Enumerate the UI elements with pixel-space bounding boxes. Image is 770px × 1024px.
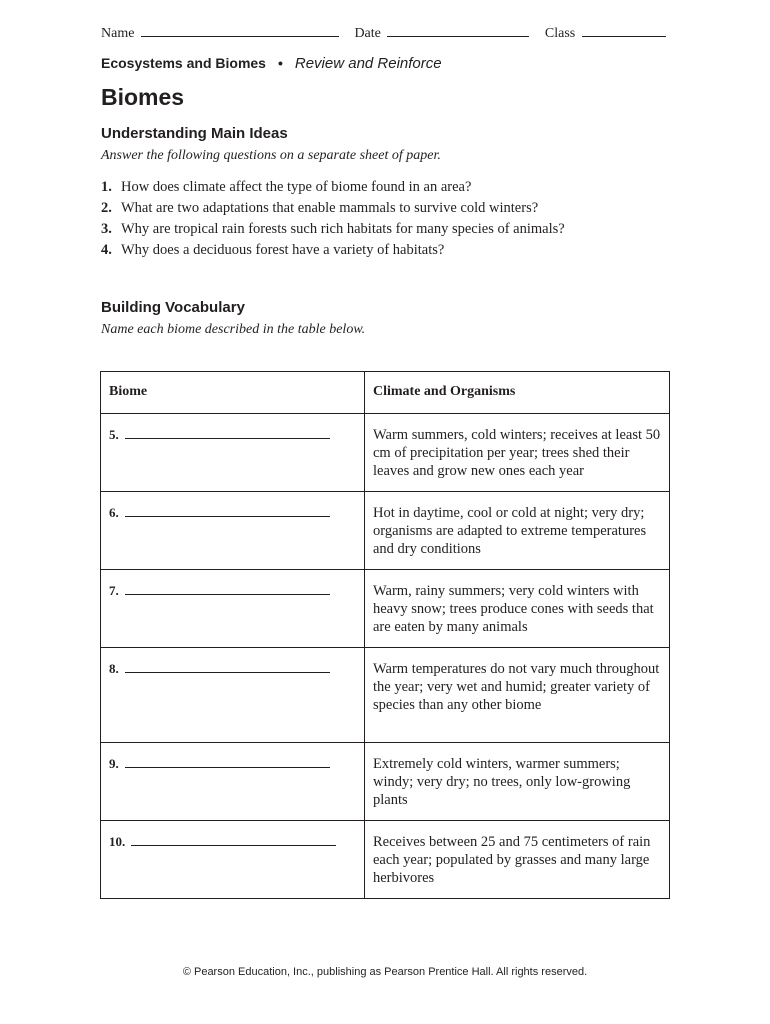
table-row xyxy=(101,743,670,821)
table-row xyxy=(101,570,670,648)
row-number: 10. xyxy=(109,834,126,849)
date-field[interactable] xyxy=(387,24,529,37)
row-number: 5. xyxy=(109,427,119,442)
climate-description: Warm temperatures do not vary much throughout the year; very wet and humid; greater variety of species than any other biome xyxy=(365,648,670,743)
biome-answer-cell xyxy=(101,648,365,743)
main-ideas-instructions: Answer the following questions on a separate sheet of paper. xyxy=(101,148,441,163)
student-info-header xyxy=(101,24,671,42)
question-list xyxy=(101,178,581,262)
climate-description: Extremely cold winters, warmer summers; windy; very dry; no trees, only low-growing plants xyxy=(365,743,670,821)
question-item xyxy=(101,178,581,196)
vocabulary-instructions: Name each biome described in the table below. xyxy=(101,322,366,337)
question-text: Why are tropical rain forests such rich habitats for many species of animals? xyxy=(121,221,565,237)
subtitle-bullet: • xyxy=(277,55,283,71)
biome-answer-line[interactable] xyxy=(125,660,330,673)
class-label: Class xyxy=(544,26,576,41)
class-field[interactable] xyxy=(582,24,666,37)
question-text: What are two adaptations that enable mammals to survive cold winters? xyxy=(121,200,539,216)
name-label: Name xyxy=(101,26,135,41)
question-number: 4. xyxy=(101,242,112,258)
biome-answer-cell xyxy=(101,821,365,899)
page-title: Biomes xyxy=(101,84,185,110)
biome-answer-cell xyxy=(101,743,365,821)
row-number: 8. xyxy=(109,661,119,676)
table-header-row xyxy=(101,372,670,414)
table-row xyxy=(101,492,670,570)
biome-answer-line[interactable] xyxy=(125,582,330,595)
row-number: 7. xyxy=(109,583,119,598)
name-field[interactable] xyxy=(141,24,339,37)
table-row xyxy=(101,648,670,743)
question-item xyxy=(101,220,581,238)
table-row xyxy=(101,821,670,899)
table-row xyxy=(101,414,670,492)
biome-answer-line[interactable] xyxy=(131,833,336,846)
climate-description: Receives between 25 and 75 centimeters of rain each year; populated by grasses and many large herbivores xyxy=(365,821,670,899)
chapter-subtitle xyxy=(101,55,442,72)
question-item xyxy=(101,199,581,217)
climate-description: Hot in daytime, cool or cold at night; very dry; organisms are adapted to extreme temperatures and dry conditions xyxy=(365,492,670,570)
climate-column-header: Climate and Organisms xyxy=(365,372,670,414)
biome-column-header: Biome xyxy=(101,372,365,414)
question-number: 1. xyxy=(101,179,112,195)
climate-description: Warm summers, cold winters; receives at least 50 cm of precipitation per year; trees shed their leaves and grow new ones each year xyxy=(365,414,670,492)
question-text: Why does a deciduous forest have a variety of habitats? xyxy=(121,242,445,258)
biome-answer-cell xyxy=(101,414,365,492)
question-text: How does climate affect the type of biome found in an area? xyxy=(121,179,472,195)
date-label: Date xyxy=(354,26,381,41)
biome-table xyxy=(100,371,670,899)
copyright-footer: © Pearson Education, Inc., publishing as Pearson Prentice Hall. All rights reserved. xyxy=(182,966,588,978)
section-name: Review and Reinforce xyxy=(294,55,442,72)
question-number: 2. xyxy=(101,200,112,216)
chapter-name: Ecosystems and Biomes xyxy=(101,55,266,71)
climate-description: Warm, rainy summers; very cold winters with heavy snow; trees produce cones with seeds that are eaten by many animals xyxy=(365,570,670,648)
main-ideas-heading: Understanding Main Ideas xyxy=(101,125,288,142)
biome-answer-line[interactable] xyxy=(125,504,330,517)
row-number: 6. xyxy=(109,505,119,520)
question-item xyxy=(101,241,581,259)
biome-answer-cell xyxy=(101,492,365,570)
biome-answer-line[interactable] xyxy=(125,426,330,439)
question-number: 3. xyxy=(101,221,112,237)
vocabulary-heading: Building Vocabulary xyxy=(101,299,245,316)
biome-answer-line[interactable] xyxy=(125,755,330,768)
biome-answer-cell xyxy=(101,570,365,648)
row-number: 9. xyxy=(109,756,119,771)
